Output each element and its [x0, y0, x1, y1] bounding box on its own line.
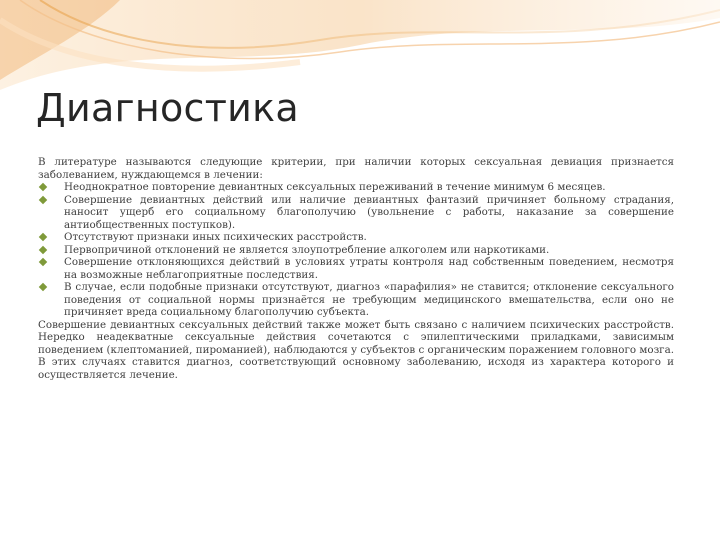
list-item: [38, 181, 674, 194]
list-item: [38, 194, 674, 232]
slide-body: [38, 156, 674, 381]
list-item: [38, 281, 674, 319]
intro-paragraph: В литературе называются следующие критерии, при наличии которых сексуальная девиация признается заболеванием, нуждающемся в лечении:: [38, 156, 674, 181]
page-title: Диагностика: [36, 86, 299, 130]
list-item: [38, 256, 674, 281]
list-item: [38, 244, 674, 257]
diamond-bullet-icon: [39, 195, 47, 203]
closing-paragraph: Совершение девиантных сексуальных действий также может быть связано с наличием психических расстройств. Нередко неадекватные сексуальные действия сочетаются с эпилептическими приладками, зависимым поведением (клептоманией, пироманией), наблюдаются у субъектов с органическим поражением головного мозга. В этих случаях ставится диагноз, соответствующий основному заболеванию, исходя из характера которого и осуществляется лечение.: [38, 318, 674, 381]
list-item-text: Неоднократное повторение девиантных сексуальных переживаний в течение минимум 6 месяцев.: [64, 181, 606, 193]
diamond-bullet-icon: [39, 245, 47, 253]
list-item-text: Совершение отклоняющихся действий в условиях утраты контроля над собственным поведением, несмотря на возможные неблагоприятные последствия.: [64, 256, 674, 281]
list-item-text: Совершение девиантных действий или наличие девиантных фантазий причиняет больному страдания, наносит ущерб его социальному благополучию (увольнение с работы, наказание за совершение антиобщественных поступков).: [64, 193, 674, 231]
diamond-bullet-icon: [39, 258, 47, 266]
diamond-bullet-icon: [39, 183, 47, 191]
list-item-text: В случае, если подобные признаки отсутствуют, диагноз «парафилия» не ставится; отклонение сексуального поведения от социальной нормы признаётся не требующим медицинского вмешательства, если оно не причиняет вреда социальному благополучию субъекта.: [64, 281, 674, 318]
list-item-text: Первопричиной отклонений не является злоупотребление алкоголем или наркотиками.: [64, 243, 550, 256]
list-item: [38, 231, 674, 244]
criteria-list: [38, 181, 674, 319]
list-item-text: Отсутствуют признаки иных психических расстройств.: [64, 231, 367, 243]
diamond-bullet-icon: [39, 283, 47, 291]
diamond-bullet-icon: [39, 233, 47, 241]
